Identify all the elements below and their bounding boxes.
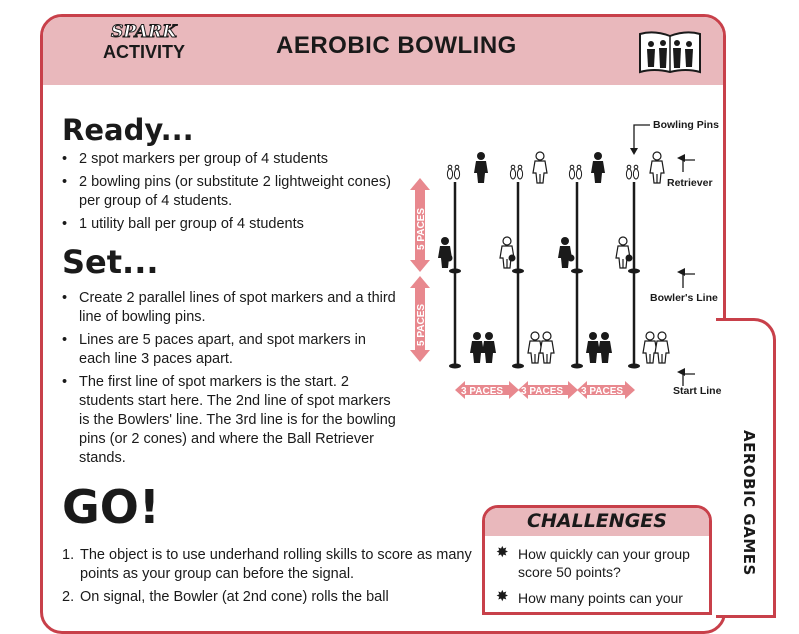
- list-item: • 2 spot markers per group of 4 students: [62, 151, 329, 167]
- set-heading: Set...: [62, 243, 159, 281]
- side-tab-label: AEROBIC GAMES: [740, 430, 758, 576]
- list-item: 2. On signal, the Bowler (at 2nd cone) rolls the ball: [62, 589, 389, 605]
- list-item: • The first line of spot markers is the start. 2 students start here. The 2nd line of spot markers is the Bowlers' line. The 3rd line is for the bowling pins (or 2 cones) and where the Ball Retriever stands.: [62, 374, 396, 466]
- bowlers-row: [438, 237, 640, 274]
- list-item: • Create 2 parallel lines of spot markers and a third line of bowling pins.: [62, 290, 396, 325]
- paces-label-lower: 5 PACES: [416, 303, 427, 346]
- list-item: • 2 bowling pins (or substitute 2 lightweight cones) per group of 4 students.: [62, 174, 391, 209]
- starburst-icon: ✸: [496, 544, 509, 561]
- go-heading: GO!: [62, 480, 160, 534]
- label-start-line: Start Line: [673, 385, 722, 397]
- go-list: [62, 546, 482, 611]
- list-item: ✸ How many points can your: [496, 588, 683, 606]
- paces-label-upper: 5 PACES: [416, 207, 427, 250]
- lane-lines: [455, 182, 634, 368]
- book-people-icon: [638, 30, 702, 74]
- list-item: ✸ How quickly can your group score 50 points?: [496, 544, 690, 580]
- bowling-diagram: [405, 110, 725, 410]
- paces-label-h3: 3 PACES: [581, 386, 624, 397]
- label-bowlers-line: Bowler's Line: [650, 292, 718, 304]
- challenges-title: CHALLENGES: [527, 510, 667, 532]
- challenges-list: [496, 545, 706, 615]
- set-list: [62, 289, 397, 472]
- list-item: • Lines are 5 paces apart, and spot markers in each line 3 paces apart.: [62, 332, 366, 367]
- paces-label-h1: 3 PACES: [461, 386, 504, 397]
- list-item: • 1 utility ball per group of 4 students: [62, 216, 304, 232]
- label-retriever: Retriever: [667, 177, 713, 189]
- page-title: AEROBIC BOWLING: [276, 32, 517, 59]
- start-row: [449, 332, 669, 369]
- spark-wordmark: SPARK: [111, 22, 177, 42]
- label-bowling-pins: Bowling Pins: [653, 119, 719, 131]
- starburst-icon: ✸: [496, 588, 509, 605]
- paces-label-h2: 3 PACES: [521, 386, 564, 397]
- ready-heading: Ready...: [62, 113, 194, 147]
- spark-logo: [89, 23, 199, 62]
- pins-row: [447, 152, 664, 183]
- activity-label: ACTIVITY: [102, 42, 185, 62]
- list-item: 1. The object is to use underhand rolling skills to score as many points as your group can before the signal.: [62, 547, 472, 582]
- ready-list: [62, 150, 392, 238]
